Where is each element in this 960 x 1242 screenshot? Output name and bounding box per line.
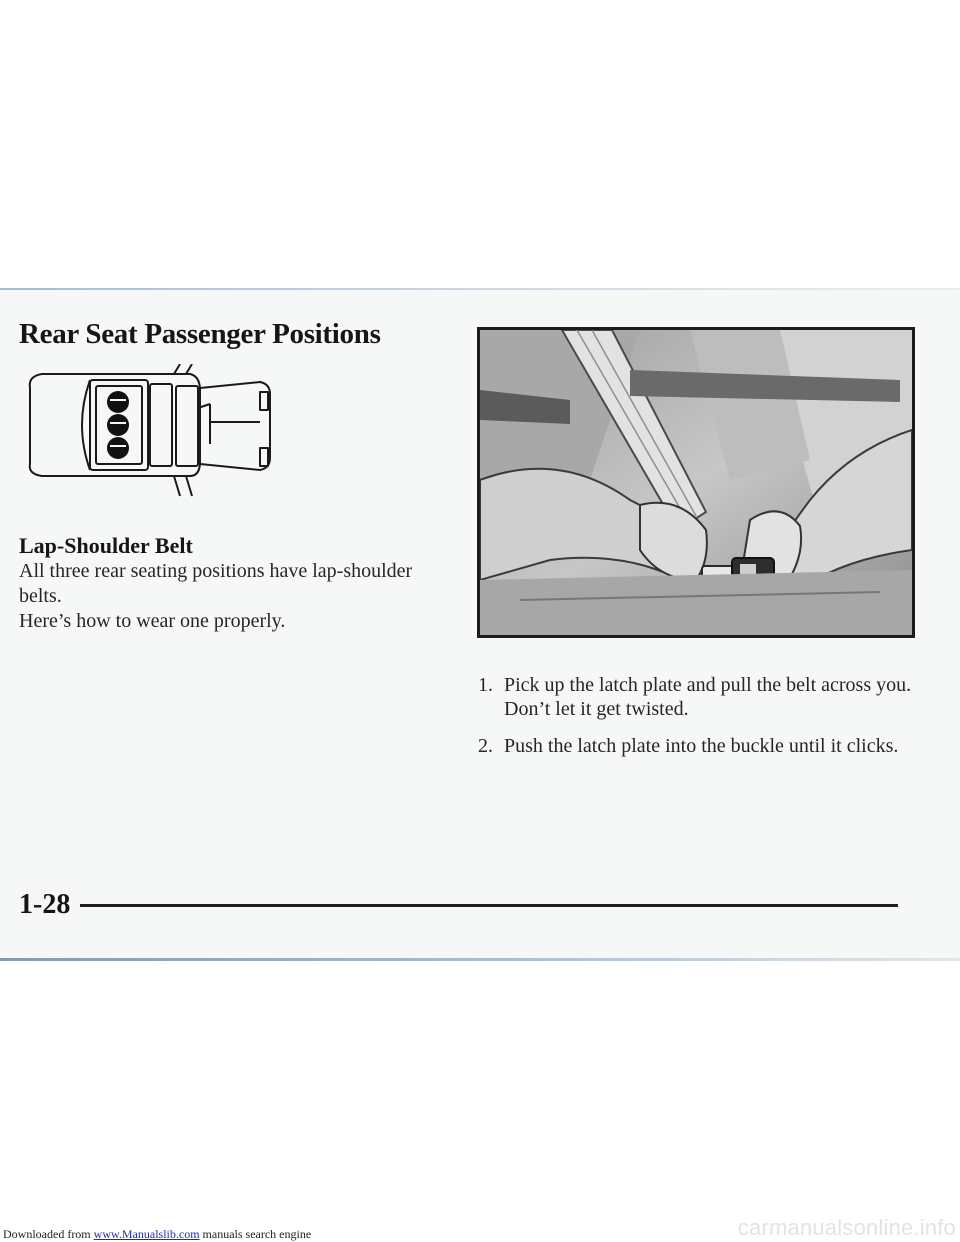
rear-seat-positions: [107, 391, 129, 459]
seat-marker-right: [107, 437, 129, 459]
seatbelt-buckling-photo: [477, 327, 915, 638]
step-text-line-1: Push the latch plate into the buckle until it clicks.: [504, 735, 899, 757]
section-subheading: Lap-Shoulder Belt: [19, 533, 193, 558]
seat-marker-center: [107, 414, 129, 436]
step-number: 2.: [478, 735, 493, 757]
instruction-steps: [478, 673, 918, 771]
step-item: [478, 673, 918, 721]
page-top-edge: [0, 288, 960, 290]
download-prefix: Downloaded from: [3, 1227, 91, 1241]
download-suffix: manuals search engine: [202, 1227, 312, 1241]
car-seating-diagram: [24, 364, 274, 498]
manualslib-link[interactable]: www.Manualslib.com: [93, 1227, 200, 1241]
page-bottom-edge: [0, 958, 960, 961]
site-watermark: carmanualsonline.info: [737, 1215, 956, 1240]
step-text-line-2: Don’t let it get twisted.: [504, 698, 689, 720]
intro-line-1: All three rear seating positions have lap-shoulder belts.: [19, 560, 413, 607]
intro-paragraph: [19, 559, 459, 634]
page-title: Rear Seat Passenger Positions: [19, 318, 381, 350]
seat-marker-left: [107, 391, 129, 413]
footer-rule: [80, 904, 898, 907]
intro-line-2: Here’s how to wear one properly.: [19, 610, 286, 632]
step-number: 1.: [478, 674, 493, 696]
step-item: [478, 734, 918, 758]
download-source-line: [3, 1227, 311, 1242]
step-text-line-1: Pick up the latch plate and pull the belt across you.: [504, 674, 912, 696]
page-number: 1-28: [19, 889, 71, 920]
